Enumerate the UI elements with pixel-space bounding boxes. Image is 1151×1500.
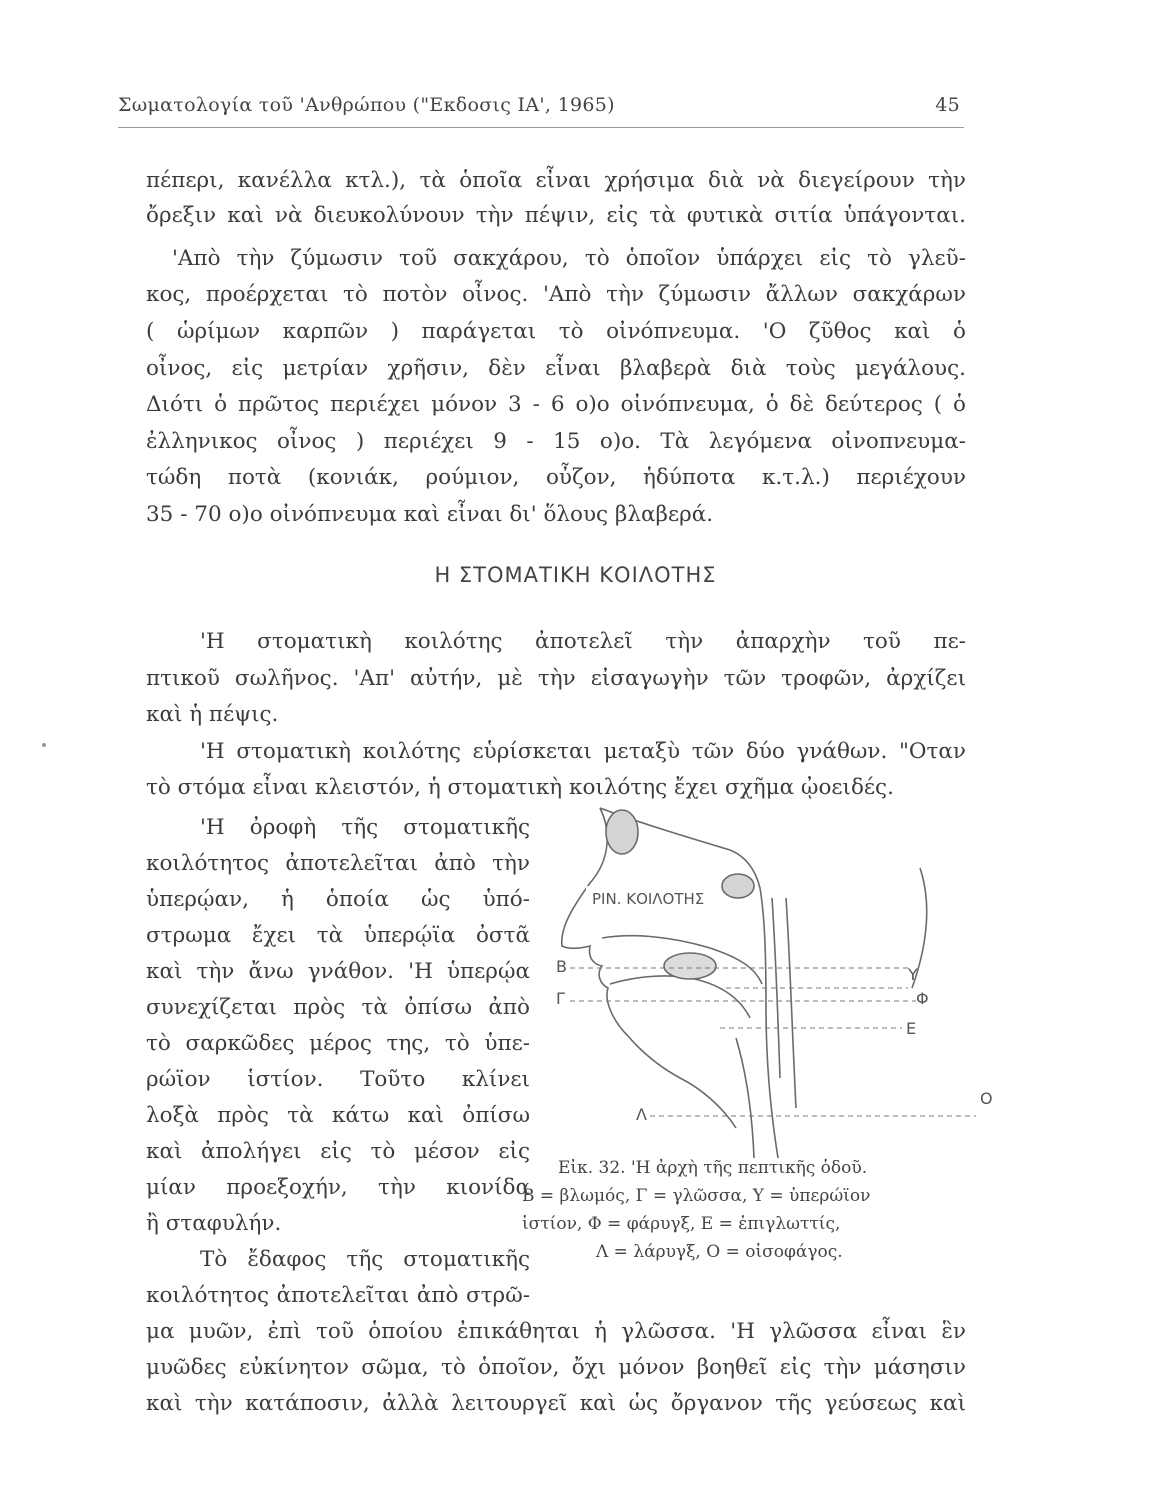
- header-rule: [118, 127, 964, 128]
- text-line: μα μυῶν, ἐπὶ τοῦ ὁποίου ἐπικάθηται ἡ γλῶσσα. 'Η γλῶσσα εἶναι ἓν: [146, 1319, 966, 1344]
- text-line: 'Η στοματικὴ κοιλότης εὑρίσκεται μεταξὺ τῶν δύο γνάθων. "Οταν: [200, 739, 966, 764]
- figure-caption: Εἰκ. 32. 'Η ἀρχὴ τῆς πεπτικῆς ὁδοῦ.: [558, 1158, 868, 1178]
- text-line: πτικοῦ σωλῆνος. 'Απ' αὐτήν, μὲ τὴν εἰσαγωγὴν τῶν τροφῶν, ἀρχίζει: [146, 666, 966, 691]
- column-line: μίαν προεξοχήν, τὴν κιονίδα: [146, 1175, 530, 1200]
- label-o: Ο: [980, 1089, 993, 1108]
- column-line: κοιλότητος ἀποτελεῖται ἀπὸ τὴν: [146, 851, 530, 876]
- sphenoid-shape: [722, 874, 754, 898]
- text-line: τώδη ποτὰ (κονιάκ, ρούμιον, οὖζον, ἡδύποτα κ.τ.λ.) περιέχουν: [146, 465, 966, 490]
- figure-caption: ἱστίον, Φ = φάρυγξ, Ε = ἐπιγλωττίς,: [522, 1214, 841, 1234]
- text-line: μυῶδες εὐκίνητον σῶμα, τὸ ὁποῖον, ὄχι μόνον βοηθεῖ εἰς τὴν μάσησιν: [146, 1355, 966, 1380]
- label-y: Υ: [908, 965, 918, 984]
- label-e: Ε: [906, 1019, 917, 1038]
- column-line: στρωμα ἔχει τὰ ὑπερῴϊα ὀστᾶ: [146, 923, 530, 948]
- column-line: 'Η ὀροφὴ τῆς στοματικῆς: [200, 815, 530, 840]
- tongue-outline: [610, 976, 750, 1018]
- section-heading: Η ΣΤΟΜΑΤΙΚΗ ΚΟΙΛΟΤΗΣ: [434, 563, 717, 587]
- column-line: συνεχίζεται πρὸς τὰ ὀπίσω ἀπὸ: [146, 995, 530, 1020]
- text-line: Διότι ὁ πρῶτος περιέχει μόνον 3 - 6 ο)ο οἰνόπνευμα, ὁ δὲ δεύτερος ( ὁ: [146, 392, 966, 417]
- text-line: ( ὡρίμων καρπῶν ) παράγεται τὸ οἰνόπνευμα. 'Ο ζῦθος καὶ ὁ: [146, 319, 966, 344]
- column-line: καὶ ἀπολήγει εἰς τὸ μέσον εἰς: [146, 1139, 530, 1164]
- text-line: καὶ τὴν κατάποσιν, ἀλλὰ λειτουργεῖ καὶ ὡς ὄργανον τῆς γεύσεως καὶ: [146, 1391, 966, 1416]
- text-line: ὄρεξιν καὶ νὰ διευκολύνουν τὴν πέψιν, εἰς τὰ φυτικὰ σιτία ὑπάγονται.: [146, 203, 966, 228]
- text-line: οἶνος, εἰς μετρίαν χρῆσιν, δὲν εἶναι βλαβερὰ διὰ τοὺς μεγάλους.: [146, 356, 966, 381]
- figure-caption: Β = βλωμός, Γ = γλῶσσα, Υ = ὑπερώϊον: [522, 1186, 871, 1206]
- bolus-shape: [664, 953, 716, 979]
- label-f: Φ: [916, 989, 929, 1008]
- column-line: ἢ σταφυλήν.: [146, 1211, 282, 1236]
- nasal-cavity-outline: [600, 808, 778, 1158]
- column-line: κοιλότητος ἀποτελεῖται ἀπὸ στρῶ-: [146, 1283, 530, 1308]
- column-line: ὑπερῴαν, ἡ ὁποία ὡς ὑπό-: [146, 887, 530, 912]
- text-line: ἐλληνικος οἶνος ) περιέχει 9 - 15 ο)ο. Τὰ λεγόμενα οἰνοπνευμα-: [146, 429, 966, 454]
- label-g: Γ: [556, 989, 565, 1008]
- anatomy-figure: [540, 788, 1000, 1168]
- running-head: [118, 94, 960, 116]
- text-line: 'Η στοματικὴ κοιλότης ἀποτελεῖ τὴν ἀπαρχὴν τοῦ πε-: [200, 629, 966, 654]
- sinus-shape: [606, 810, 638, 854]
- margin-dot: [42, 743, 46, 747]
- text-line: καὶ ἡ πέψις.: [146, 702, 279, 727]
- figure-caption: Λ = λάρυγξ, Ο = οἰσοφάγος.: [596, 1242, 843, 1262]
- column-line: τὸ σαρκῶδες μέρος της, τὸ ὑπε-: [146, 1031, 530, 1056]
- label-b: Β: [556, 957, 567, 976]
- column-line: λοξὰ πρὸς τὰ κάτω καὶ ὀπίσω: [146, 1103, 530, 1128]
- esophagus-line: [786, 898, 796, 1108]
- running-title: Σωματολογία τοῦ 'Ανθρώπου ("Εκδοσις ΙΑ', 1965): [118, 94, 615, 116]
- column-line: καὶ τὴν ἄνω γνάθον. 'Η ὑπερῴα: [146, 959, 530, 984]
- text-line: πέπερι, κανέλλα κτλ.), τὰ ὁποῖα εἶναι χρήσιμα διὰ νὰ διεγείρουν τὴν: [146, 168, 966, 193]
- text-line: κος, προέρχεται τὸ ποτὸν οἶνος. 'Απὸ τὴν ζύμωσιν ἄλλων σακχάρων: [146, 282, 966, 307]
- text-line: 35 - 70 ο)ο οἰνόπνευμα καὶ εἶναι δι' ὅλους βλαβερά.: [146, 502, 714, 527]
- page-number: 45: [935, 94, 960, 116]
- column-line: ρώϊον ἱστίον. Τοῦτο κλίνει: [146, 1067, 530, 1092]
- text-line: 'Απὸ τὴν ζύμωσιν τοῦ σακχάρου, τὸ ὁποῖον ὑπάρχει εἰς τὸ γλεῦ-: [172, 246, 966, 271]
- text-line: τὸ στόμα εἶναι κλειστόν, ἡ στοματικὴ κοιλότης ἔχει σχῆμα ᾠοειδές.: [146, 775, 894, 800]
- column-line: Τὸ ἔδαφος τῆς στοματικῆς: [200, 1247, 530, 1272]
- label-l: Λ: [636, 1105, 647, 1124]
- region-label: ΡΙΝ. ΚΟΙΛΟΤΗΣ: [592, 890, 705, 908]
- larynx-line: [736, 1038, 754, 1158]
